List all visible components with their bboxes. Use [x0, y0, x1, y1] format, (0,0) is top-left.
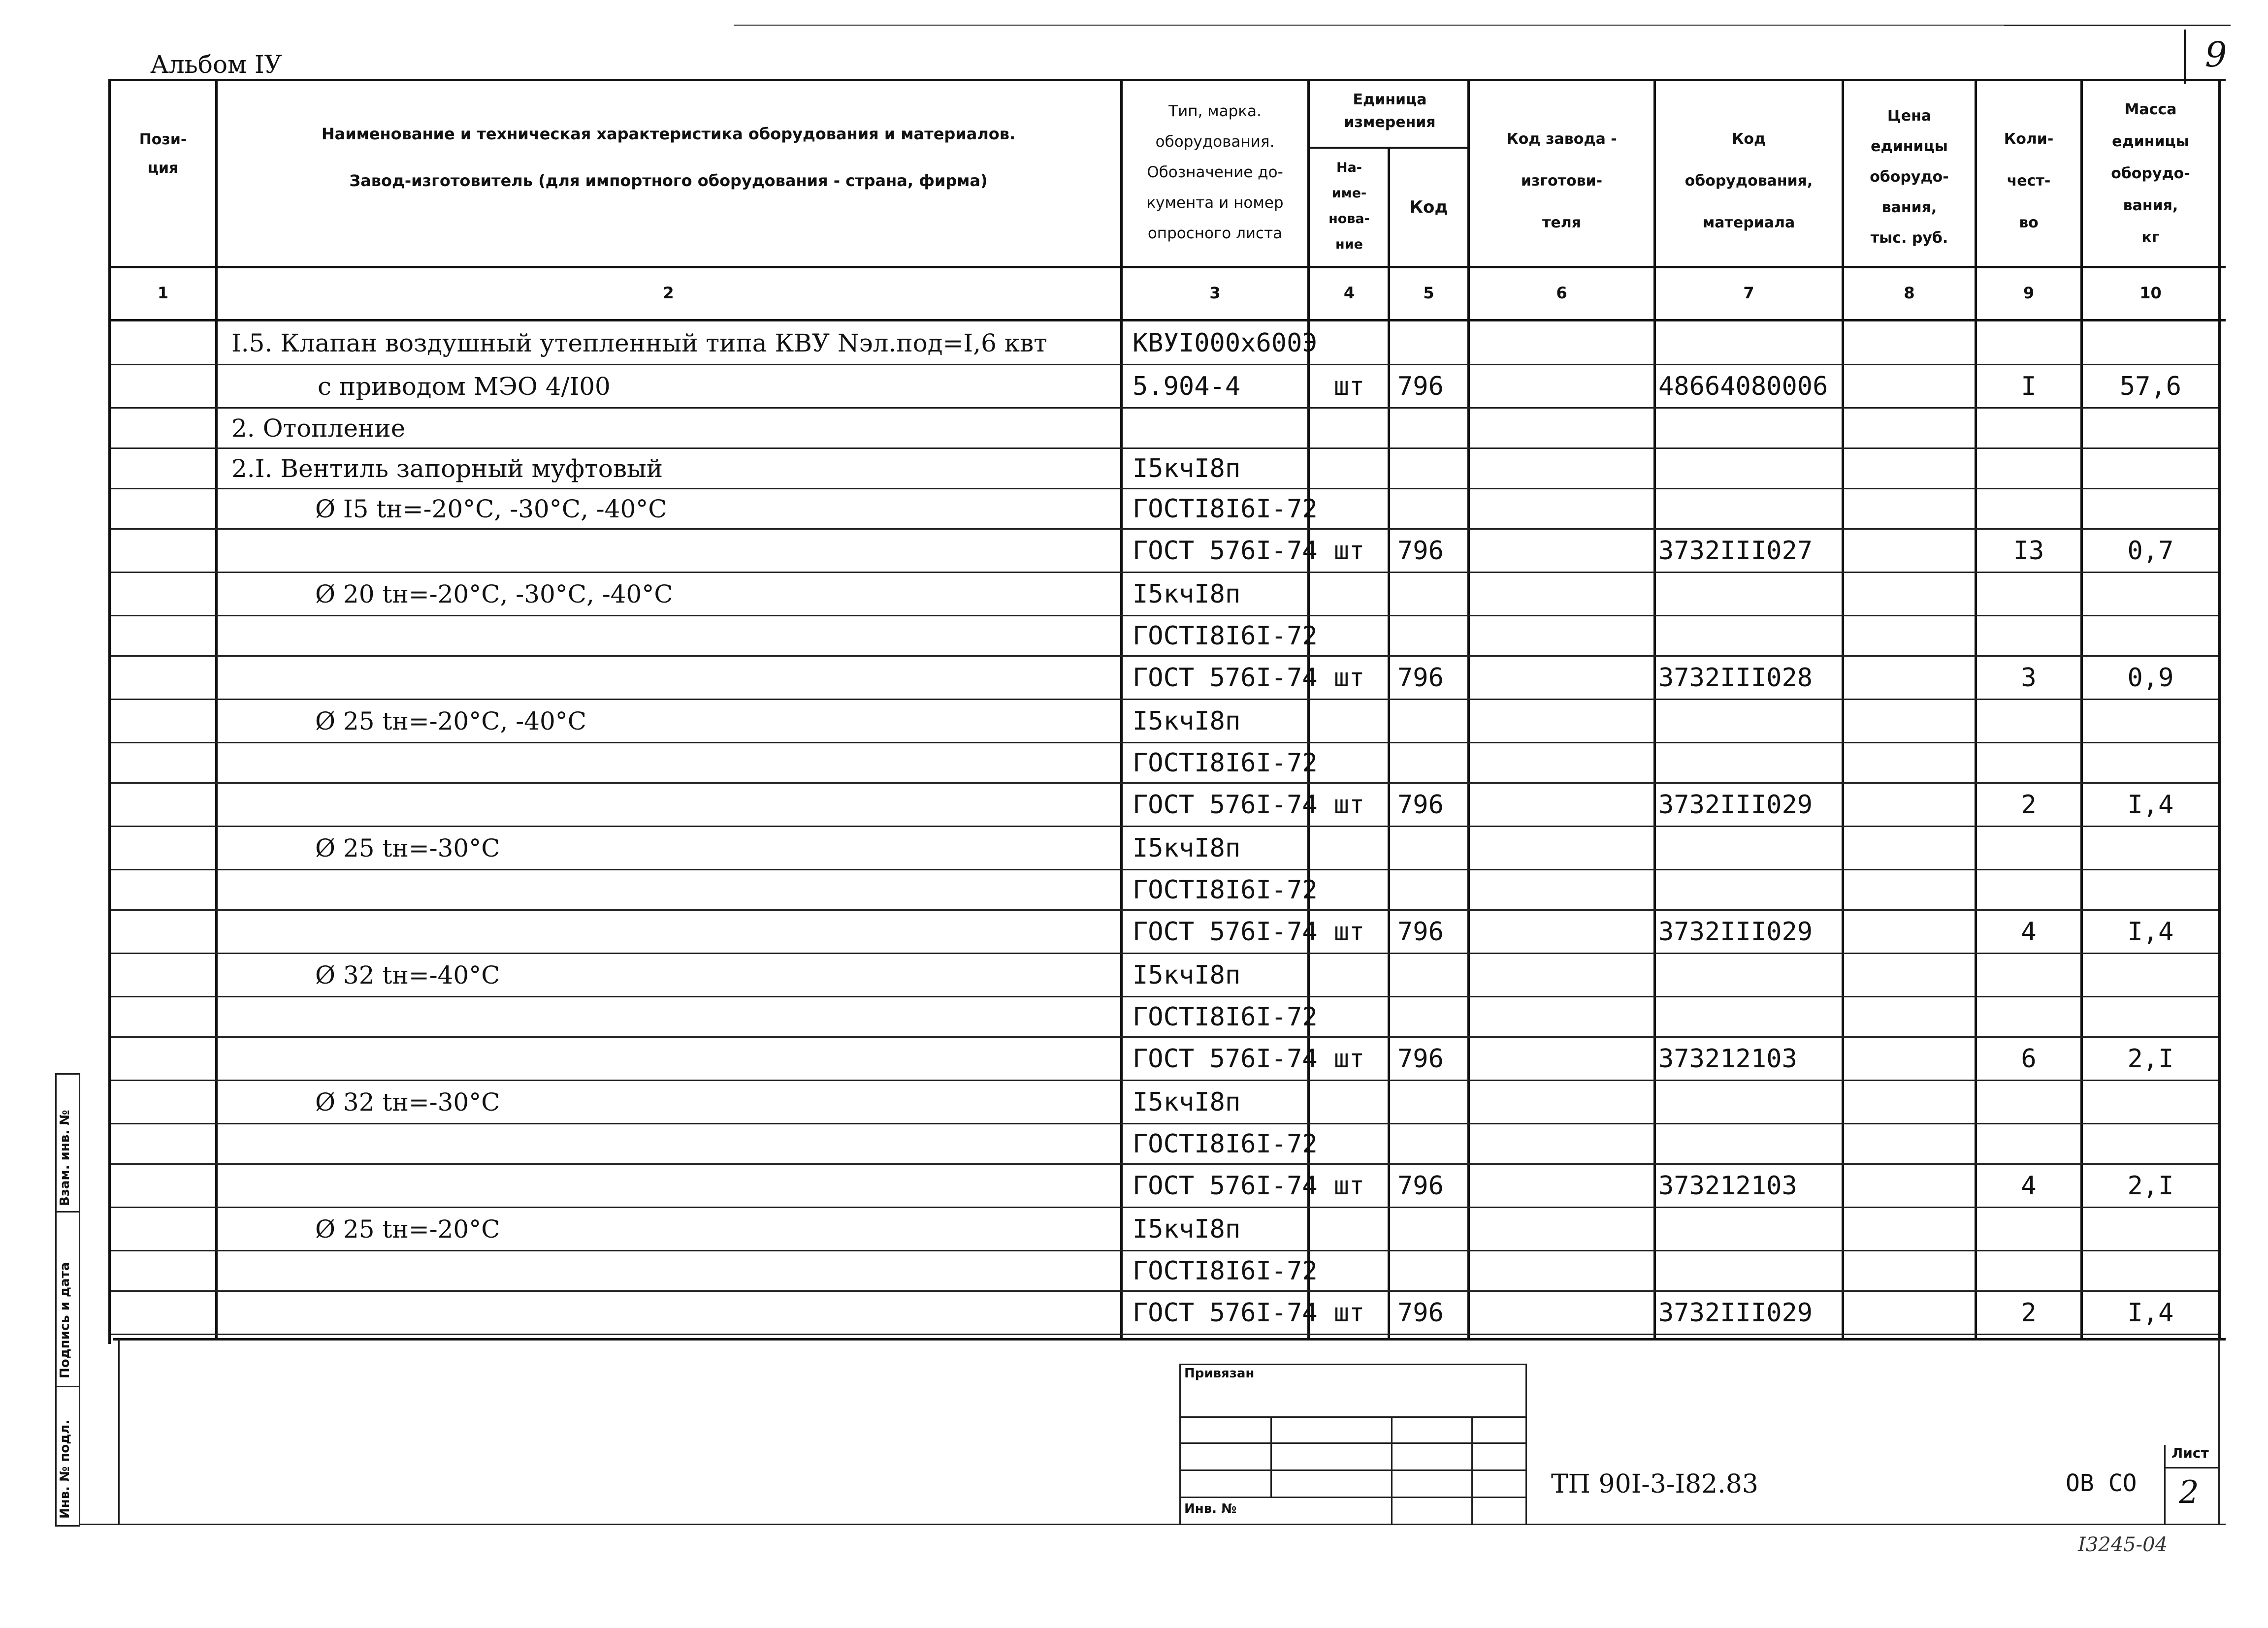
col-line-8 [1975, 79, 1977, 1339]
col-line-5 [1467, 79, 1470, 1339]
item-mass: 0,9 [2127, 663, 2174, 693]
colnum-6: 6 [1556, 284, 1567, 302]
side-stamp-split-1 [55, 1211, 80, 1213]
header-material-code: Код оборудования, материала [1685, 130, 1813, 231]
item-material-code: 3732III029 [1658, 917, 1813, 947]
header-bottom-border [108, 266, 2226, 268]
item-name: Ø I5 tн=-20°С, -30°С, -40°С [315, 495, 667, 523]
item-type: I5кчI8п [1133, 1087, 1241, 1117]
album-label: Альбом IУ [150, 50, 282, 79]
item-mass: I,4 [2127, 917, 2174, 947]
item-material-code: 37321210З [1658, 1171, 1797, 1201]
tb-row-4 [1179, 1497, 1526, 1498]
col-line-0 [108, 79, 111, 1344]
page-number: 9 [2205, 34, 2227, 75]
col-line-10 [2218, 79, 2221, 1339]
item-type: I5кчI8п [1133, 579, 1241, 609]
item-quantity: 2 [2021, 1298, 2037, 1328]
frame-left-lower [118, 1339, 120, 1524]
row-divider [111, 909, 2218, 911]
row-divider [111, 1080, 2218, 1081]
tb-right [1525, 1364, 1527, 1525]
tb-row-2 [1179, 1442, 1526, 1444]
row-divider [111, 572, 2218, 573]
item-unit: шт [1333, 663, 1365, 693]
item-mass: 0,7 [2127, 536, 2174, 566]
header-name: Наименование и техническая характеристика оборудования и материалов. Завод-изготовитель (для импортного оборудования - страна, фирма) [321, 125, 1016, 190]
tb-row-1 [1179, 1416, 1526, 1418]
header-unit-group: Единица измерения [1344, 91, 1436, 131]
item-type: ГОСТI8I6I-72 [1133, 1129, 1318, 1159]
colnum-3: 3 [1209, 284, 1221, 302]
row-divider [111, 1123, 2218, 1124]
tb-inv-label: Инв. № [1184, 1501, 1237, 1516]
side-stamp-left-border [55, 1073, 57, 1526]
row-divider [111, 488, 2218, 489]
item-unit-code: 796 [1397, 790, 1444, 820]
side-stamp-right-border [79, 1073, 80, 1526]
item-name: с приводом МЭО 4/I00 [318, 372, 611, 401]
item-quantity: 4 [2021, 917, 2037, 947]
header-unit-name: На- име- нова- ние [1328, 160, 1370, 252]
item-type: 5.904-4 [1133, 372, 1241, 401]
item-name: Ø 32 tн=-30°С [315, 1088, 500, 1117]
item-name: Ø 32 tн=-40°С [315, 961, 500, 990]
item-unit-code: 796 [1397, 372, 1444, 401]
item-material-code: 48664080006 [1658, 372, 1828, 401]
side-label-sign-date: Подпись и дата [58, 1262, 72, 1378]
item-quantity: I3 [2013, 536, 2044, 566]
item-type: ГОСТ 576I-74 [1133, 663, 1318, 693]
item-unit: шт [1333, 372, 1365, 401]
document-section: ОВ СО [2066, 1469, 2137, 1497]
item-mass: I,4 [2127, 1298, 2174, 1328]
col-line-1 [215, 79, 218, 1339]
item-type: I5кчI8п [1133, 706, 1241, 736]
sheet-cell-left [2164, 1445, 2166, 1524]
item-material-code: 3732III029 [1658, 1298, 1813, 1328]
row-divider [111, 742, 2218, 743]
document-code: ТП 90I-3-I82.83 [1551, 1469, 1758, 1499]
item-name: I.5. Клапан воздушный утепленный типа КВУ Nэл.под=I,6 квт [231, 329, 1047, 357]
item-unit-code: 796 [1397, 1298, 1444, 1328]
col-line-6 [1653, 79, 1656, 1339]
item-unit: шт [1333, 790, 1365, 820]
item-unit: шт [1333, 1298, 1365, 1328]
side-label-replaced-inv: Взам. инв. № [58, 1110, 72, 1206]
page-number-divider [2184, 30, 2186, 84]
column-numbers-bottom-border [108, 319, 2226, 321]
item-unit-code: 796 [1397, 917, 1444, 947]
colnum-2: 2 [663, 284, 674, 302]
row-divider [111, 699, 2218, 700]
table-top-border [108, 79, 2226, 81]
item-unit: шт [1333, 1171, 1365, 1201]
header-unit-code: Код [1409, 197, 1448, 217]
row-divider [111, 996, 2218, 997]
item-mass: 2,I [2127, 1171, 2174, 1201]
item-type: ГОСТ 576I-74 [1133, 917, 1318, 947]
row-divider [111, 869, 2218, 870]
item-mass: I,4 [2127, 790, 2174, 820]
unit-group-split [1307, 147, 1470, 149]
side-stamp-bottom [55, 1525, 80, 1527]
row-divider [111, 1334, 2218, 1335]
row-divider [111, 1036, 2218, 1038]
row-divider [111, 655, 2218, 657]
colnum-5: 5 [1423, 284, 1434, 302]
row-divider [111, 1163, 2218, 1165]
item-unit-code: 796 [1397, 1171, 1444, 1201]
colnum-10: 10 [2139, 284, 2162, 302]
item-type: ГОСТI8I6I-72 [1133, 621, 1318, 651]
item-name: Ø 25 tн=-20°С [315, 1215, 500, 1244]
item-quantity: 2 [2021, 790, 2037, 820]
header-type: Тип, марка. оборудования. Обозначение до- кумента и номер опросного листа [1146, 102, 1284, 242]
item-type: I5кчI8п [1133, 454, 1241, 483]
tb-top [1179, 1364, 1526, 1365]
top-edge-line [734, 25, 2014, 26]
side-label-original-inv: Инв. № подл. [58, 1419, 72, 1519]
item-unit-code: 796 [1397, 1044, 1444, 1074]
tb-col-1 [1270, 1416, 1272, 1498]
colnum-9: 9 [2023, 284, 2035, 302]
colnum-1: 1 [157, 284, 169, 302]
header-quantity: Коли- чест- во [2004, 130, 2054, 231]
item-quantity: I [2021, 372, 2037, 401]
item-type: ГОСТI8I6I-72 [1133, 875, 1318, 905]
archive-number: I3245-04 [2078, 1533, 2168, 1556]
item-unit-code: 796 [1397, 663, 1444, 693]
tb-col-2 [1391, 1416, 1393, 1525]
colnum-4: 4 [1343, 284, 1355, 302]
row-divider [111, 447, 2218, 449]
header-position: Пози- ция [139, 131, 187, 177]
item-type: ГОСТI8I6I-72 [1133, 1256, 1318, 1286]
tb-left [1179, 1364, 1181, 1525]
row-divider [111, 528, 2218, 530]
item-type: I5кчI8п [1133, 833, 1241, 863]
item-type: КВУI000х600Э [1133, 328, 1318, 358]
item-material-code: 3732III027 [1658, 536, 1813, 566]
item-quantity: 4 [2021, 1171, 2037, 1201]
item-type: ГОСТI8I6I-72 [1133, 748, 1318, 778]
row-divider [111, 953, 2218, 954]
sheet-cell-split [2164, 1467, 2219, 1468]
sheet-number: 2 [2179, 1474, 2199, 1511]
row-divider [111, 826, 2218, 827]
colnum-7: 7 [1743, 284, 1754, 302]
col-line-9 [2080, 79, 2083, 1339]
frame-right-lower [2218, 1338, 2220, 1525]
item-quantity: 6 [2021, 1044, 2037, 1074]
item-name: Ø 25 tн=-30°С [315, 834, 500, 862]
sheet-label: Лист [2171, 1445, 2209, 1461]
item-type: ГОСТ 576I-74 [1133, 1298, 1318, 1328]
item-mass: 2,I [2127, 1044, 2174, 1074]
row-divider [111, 407, 2218, 409]
header-price: Цена единицы оборудо- вания, тыс. руб. [1870, 107, 1949, 247]
item-type: ГОСТI8I6I-72 [1133, 1002, 1318, 1032]
item-type: ГОСТ 576I-74 [1133, 790, 1318, 820]
col-line-7 [1842, 79, 1844, 1339]
item-material-code: 3732III029 [1658, 790, 1813, 820]
item-unit: шт [1333, 917, 1365, 947]
item-material-code: 3732III028 [1658, 663, 1813, 693]
item-type: ГОСТ 576I-74 [1133, 1044, 1318, 1074]
item-name: Ø 20 tн=-20°С, -30°С, -40°С [315, 580, 673, 608]
tb-bound-label: Привязан [1184, 1366, 1255, 1381]
item-mass: 57,6 [2119, 372, 2182, 401]
item-name: 2.I. Вентиль запорный муфтовый [231, 454, 663, 483]
tb-row-3 [1179, 1469, 1526, 1471]
item-quantity: 3 [2021, 663, 2037, 693]
row-divider [111, 782, 2218, 784]
frame-bottom [79, 1524, 2226, 1525]
item-type: ГОСТ 576I-74 [1133, 1171, 1318, 1201]
table-bottom-border [113, 1338, 2226, 1341]
item-type: I5кчI8п [1133, 1214, 1241, 1244]
row-divider [111, 1250, 2218, 1251]
item-material-code: 37321210З [1658, 1044, 1797, 1074]
item-name: 2. Отопление [231, 414, 406, 443]
item-unit: шт [1333, 536, 1365, 566]
col-line-4 [1388, 148, 1390, 1339]
top-edge-line-right [2004, 25, 2231, 26]
row-divider [111, 1207, 2218, 1208]
item-type: ГОСТ 576I-74 [1133, 536, 1318, 566]
row-divider [111, 1290, 2218, 1292]
side-stamp-top [55, 1073, 80, 1075]
header-mass: Масса единицы оборудо- вания, кг [2111, 101, 2190, 246]
item-unit: шт [1333, 1044, 1365, 1074]
tb-col-3 [1471, 1416, 1473, 1525]
colnum-8: 8 [1904, 284, 1915, 302]
item-unit-code: 796 [1397, 536, 1444, 566]
header-manufacturer-code: Код завода - изготови- теля [1506, 130, 1617, 231]
item-type: ГОСТI8I6I-72 [1133, 494, 1318, 524]
row-divider [111, 615, 2218, 616]
item-type: I5кчI8п [1133, 960, 1241, 990]
side-stamp-split-2 [55, 1386, 80, 1387]
item-name: Ø 25 tн=-20°С, -40°С [315, 707, 587, 735]
row-divider [111, 364, 2218, 365]
